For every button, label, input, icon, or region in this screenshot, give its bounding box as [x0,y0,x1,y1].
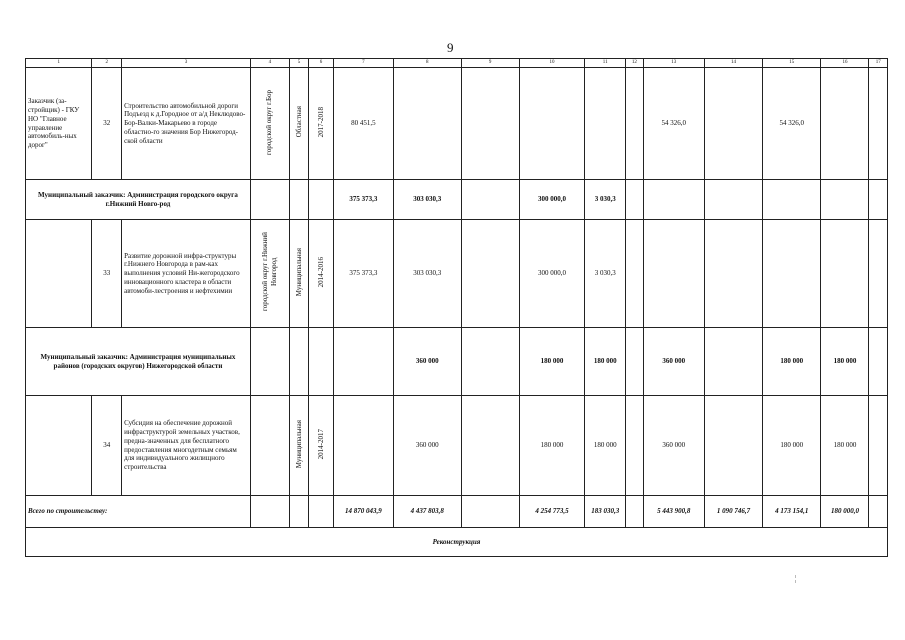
section-title: Муниципальный заказчик: Администрация муниципальных районов (городских округов) Нижегородской области [26,328,251,396]
value-c8: 360 000 [394,396,461,496]
object-name: Субсидия на обеспечение дорожной инфраструктурой земельных участков, предна-значенных для бесплатного предоставления многодетным семьям для индивидуального жилищного строительства [122,396,251,496]
value-c13: 360 000 [643,396,704,496]
value-c8: 303 030,3 [394,220,461,328]
customer-cell: Заказчик (за-стройщик) - ГКУ НО "Главное управление автомобиль-ных дорог" [26,68,92,180]
col-num: 3 [122,59,251,68]
col-num: 8 [394,59,461,68]
district: городской округ г.Бор [265,89,274,155]
value-c16: 180 000 [821,396,869,496]
value-c15: 180 000 [763,396,821,496]
col-num: 11 [585,59,626,68]
column-number-row [26,59,888,68]
col-num: 17 [869,59,888,68]
total-label: Всего по строительству: [26,496,251,528]
object-name: Развитие дорожной инфра-структуры г.Нижнего Новгорода в рам-ках выполнения условий Ни-жегородского инновационного кластера в области автомоби-лестроения и нефтехимии [122,220,251,328]
ownership: Областная [294,106,303,138]
total-row [26,496,888,528]
col-num: 4 [250,59,289,68]
row-number: 32 [92,68,122,180]
ownership: Муниципальная [294,420,303,469]
col-num: 16 [821,59,869,68]
district: городской округ г.Нижний Новгород [261,232,278,312]
years: 2014-2016 [316,256,325,288]
col-num: 14 [704,59,762,68]
col-num: 2 [92,59,122,68]
value-c11: 180 000 [585,328,626,396]
col-num: 7 [333,59,393,68]
table-row [26,68,888,180]
value-c11: 180 000 [585,396,626,496]
row-number: 33 [92,220,122,328]
ownership: Муниципальная [294,248,303,297]
table-row [26,396,888,496]
value-c10: 180 000 [519,396,584,496]
col-num: 10 [519,59,584,68]
total-c10: 4 254 773,5 [519,496,584,528]
object-name: Строительство автомобильной дороги Подъезд к д.Городное от а/д Неклюдово-Бор-Валки-Макарьево в городе областно-го значения Бор Нижегород-ской области [122,68,251,180]
section-row [26,528,888,557]
value-c15: 180 000 [763,328,821,396]
value-c8: 303 030,3 [394,180,461,220]
col-num: 1 [26,59,92,68]
value-c10: 300 000,0 [519,220,584,328]
total-c7: 14 870 043,9 [333,496,393,528]
col-num: 13 [643,59,704,68]
col-num: 12 [626,59,643,68]
reconstruction-heading: Реконструкция [26,528,888,557]
section-row [26,180,888,220]
value-c11: 3 030,3 [585,220,626,328]
page-number: 9 [447,40,454,55]
value-c7: 80 451,5 [333,68,393,180]
total-c14: 1 090 746,7 [704,496,762,528]
years: 2017-2018 [316,106,325,138]
value-c10: 180 000 [519,328,584,396]
col-num: 5 [289,59,308,68]
total-c8: 4 437 803,8 [394,496,461,528]
section-row [26,328,888,396]
value-c13: 54 326,0 [643,68,704,180]
scan-mark [795,575,796,583]
value-c15: 54 326,0 [763,68,821,180]
value-c10: 300 000,0 [519,180,584,220]
years: 2014-2017 [316,428,325,460]
col-num: 9 [461,59,519,68]
value-c7: 375 373,3 [333,220,393,328]
col-num: 15 [763,59,821,68]
value-c13: 360 000 [643,328,704,396]
total-c16: 180 000,0 [821,496,869,528]
total-c13: 5 443 900,8 [643,496,704,528]
value-c11: 3 030,3 [585,180,626,220]
budget-table [25,58,888,557]
value-c8: 360 000 [394,328,461,396]
table-row [26,220,888,328]
total-c11: 183 030,3 [585,496,626,528]
section-title: Муниципальный заказчик: Администрация городского округа г.Нижний Новго-род [26,180,251,220]
col-num: 6 [309,59,334,68]
total-c15: 4 173 154,1 [763,496,821,528]
value-c7: 375 373,3 [333,180,393,220]
row-number: 34 [92,396,122,496]
value-c16: 180 000 [821,328,869,396]
